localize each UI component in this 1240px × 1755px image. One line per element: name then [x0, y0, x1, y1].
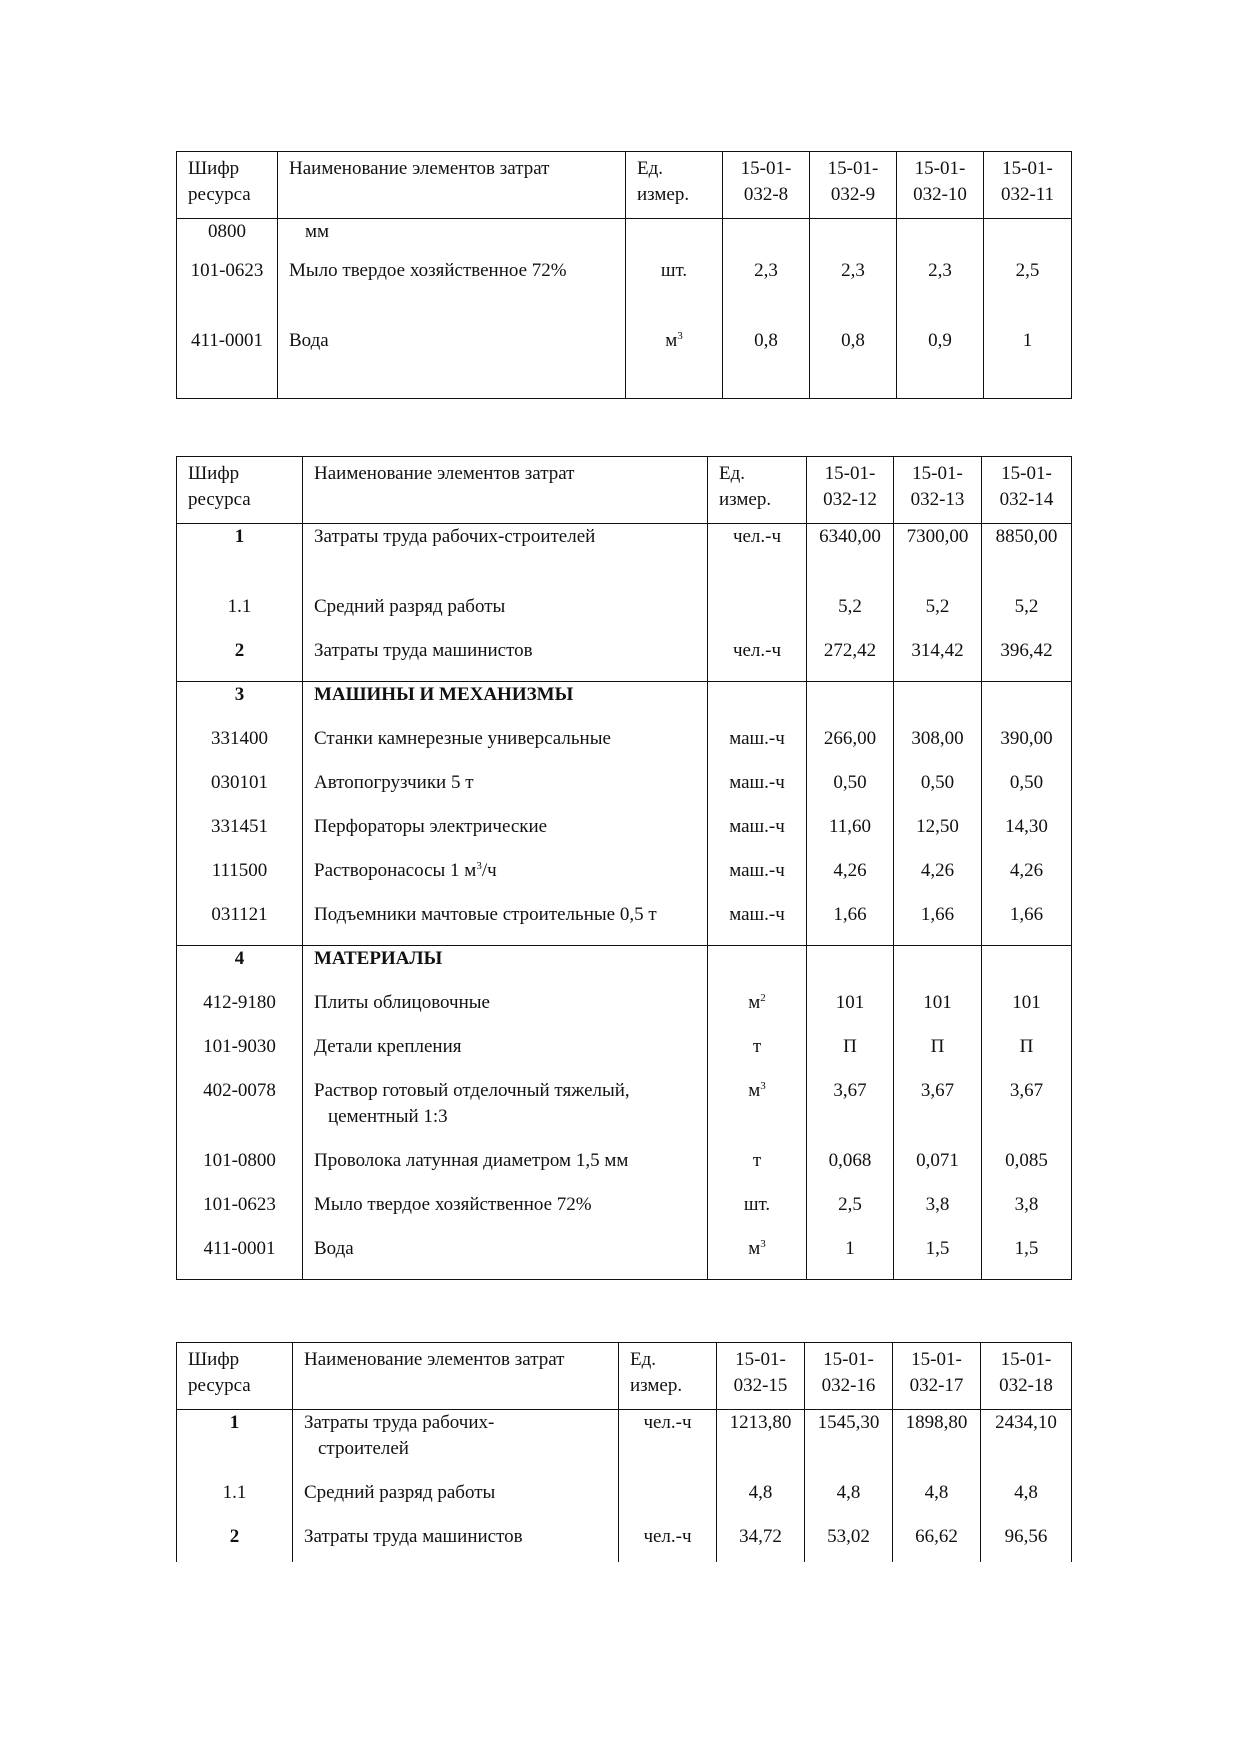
value-cell — [894, 682, 982, 726]
value-cell: 2,5 — [984, 258, 1072, 328]
value-cell: 0,50 — [982, 770, 1072, 814]
header-norm-code: 15-01-032-15 — [717, 1343, 805, 1410]
cost-element-name: Детали крепления — [303, 1034, 708, 1078]
value-cell: 34,72 — [717, 1524, 805, 1562]
table-header-row — [177, 457, 1072, 524]
resource-code: 412-9180 — [177, 990, 303, 1034]
resource-code: 411-0001 — [177, 1236, 303, 1280]
table-header-row — [177, 152, 1072, 219]
resource-code: 101-0623 — [177, 258, 278, 328]
value-cell: 11,60 — [807, 814, 894, 858]
table-row — [177, 328, 1072, 399]
table-row — [177, 770, 1072, 814]
cost-element-name: Мыло твердое хозяйственное 72% — [278, 258, 626, 328]
table-row — [177, 990, 1072, 1034]
value-cell: 2,3 — [897, 258, 984, 328]
resource-code: 1 — [177, 1410, 293, 1480]
cost-element-name: Средний разряд работы — [293, 1480, 619, 1524]
header-resource-code: Шифр ресурса — [177, 152, 278, 219]
resource-table-1 — [176, 151, 1072, 399]
unit — [708, 594, 807, 638]
value-cell: 1,5 — [894, 1236, 982, 1280]
table-row — [177, 858, 1072, 902]
resource-code: 3 — [177, 682, 303, 726]
unit: т — [708, 1148, 807, 1192]
resource-code: 402-0078 — [177, 1078, 303, 1148]
value-cell: 0,50 — [807, 770, 894, 814]
resource-code: 101-0800 — [177, 1148, 303, 1192]
value-cell — [982, 946, 1072, 990]
value-cell: 0,085 — [982, 1148, 1072, 1192]
value-cell: 101 — [894, 990, 982, 1034]
header-norm-code: 15-01-032-12 — [807, 457, 894, 524]
resource-code: 411-0001 — [177, 328, 278, 399]
value-cell: 5,2 — [982, 594, 1072, 638]
header-norm-code: 15-01-032-8 — [723, 152, 810, 219]
table-row — [177, 524, 1072, 594]
unit: шт. — [626, 258, 723, 328]
unit — [626, 219, 723, 258]
unit: маш.-ч — [708, 902, 807, 946]
value-cell: 7300,00 — [894, 524, 982, 594]
resource-code: 0800 — [177, 219, 278, 258]
resource-code: 031121 — [177, 902, 303, 946]
unit-text: м — [748, 1237, 761, 1259]
cost-element-name — [278, 219, 626, 258]
cost-element-text: Растворонасосы 1 м — [314, 859, 477, 881]
unit: шт. — [708, 1192, 807, 1236]
unit: т — [708, 1034, 807, 1078]
header-norm-code: 15-01-032-9 — [810, 152, 897, 219]
value-cell: 266,00 — [807, 726, 894, 770]
cost-element-text: Раствор готовый отделочный тяжелый, цементный 1:3 — [314, 1079, 630, 1127]
value-cell: 4,8 — [981, 1480, 1072, 1524]
header-cost-element-name: Наименование элементов затрат — [278, 152, 626, 219]
table-row — [177, 1410, 1072, 1480]
resource-code: 2 — [177, 1524, 293, 1562]
value-cell: 4,26 — [894, 858, 982, 902]
header-norm-code: 15-01-032-17 — [893, 1343, 981, 1410]
table-row — [177, 1078, 1072, 1148]
header-unit: Ед. измер. — [708, 457, 807, 524]
unit-exponent: 3 — [760, 1237, 766, 1250]
unit — [708, 990, 807, 1034]
table-row — [177, 1480, 1072, 1524]
resource-code: 030101 — [177, 770, 303, 814]
value-cell: 396,42 — [982, 638, 1072, 682]
value-cell: 314,42 — [894, 638, 982, 682]
value-cell: 5,2 — [894, 594, 982, 638]
value-cell: 101 — [982, 990, 1072, 1034]
table-row — [177, 219, 1072, 258]
value-cell: 0,8 — [810, 328, 897, 399]
cost-element-name: Плиты облицовочные — [303, 990, 708, 1034]
cost-element-name: Перфораторы электрические — [303, 814, 708, 858]
table-row — [177, 726, 1072, 770]
value-cell: 0,9 — [897, 328, 984, 399]
value-cell: 1 — [984, 328, 1072, 399]
value-cell: 2,3 — [723, 258, 810, 328]
resource-code: 101-9030 — [177, 1034, 303, 1078]
table-row — [177, 946, 1072, 990]
value-cell: 3,67 — [982, 1078, 1072, 1148]
header-norm-code: 15-01-032-13 — [894, 457, 982, 524]
value-cell: 272,42 — [807, 638, 894, 682]
resource-code: 101-0623 — [177, 1192, 303, 1236]
value-cell: 0,8 — [723, 328, 810, 399]
resource-code: 2 — [177, 638, 303, 682]
value-cell: 3,67 — [894, 1078, 982, 1148]
cost-element-text: мм — [305, 221, 330, 242]
value-cell — [807, 946, 894, 990]
cost-element-name: Затраты труда машинистов — [303, 638, 708, 682]
cost-element-name: Вода — [303, 1236, 708, 1280]
header-unit: Ед. измер. — [619, 1343, 717, 1410]
header-norm-code: 15-01-032-16 — [805, 1343, 893, 1410]
table-row — [177, 1236, 1072, 1280]
section-title: МАТЕРИАЛЫ — [303, 946, 708, 990]
resource-table-2 — [176, 456, 1072, 1280]
cost-element-text: Затраты труда рабочих-строителей — [304, 1412, 495, 1459]
resource-code: 331400 — [177, 726, 303, 770]
value-cell — [982, 682, 1072, 726]
table-row — [177, 1148, 1072, 1192]
resource-code: 111500 — [177, 858, 303, 902]
unit — [708, 1236, 807, 1280]
value-cell: 1,66 — [894, 902, 982, 946]
cost-element-name: Затраты труда машинистов — [293, 1524, 619, 1562]
unit — [708, 682, 807, 726]
value-cell — [807, 682, 894, 726]
value-cell: 0,071 — [894, 1148, 982, 1192]
resource-code: 331451 — [177, 814, 303, 858]
unit-exponent: 3 — [476, 859, 482, 872]
cost-element-name: Станки камнерезные универсальные — [303, 726, 708, 770]
unit: маш.-ч — [708, 770, 807, 814]
table-row — [177, 638, 1072, 682]
value-cell: 1,5 — [982, 1236, 1072, 1280]
unit-exponent: 3 — [760, 1079, 766, 1092]
header-norm-code: 15-01-032-11 — [984, 152, 1072, 219]
value-cell: 1898,80 — [893, 1410, 981, 1480]
resource-table-3 — [176, 1342, 1072, 1562]
value-cell: 2,3 — [810, 258, 897, 328]
table-row — [177, 258, 1072, 328]
value-cell — [897, 219, 984, 258]
section-title: МАШИНЫ И МЕХАНИЗМЫ — [303, 682, 708, 726]
table-row — [177, 1034, 1072, 1078]
value-cell: 6340,00 — [807, 524, 894, 594]
value-cell: 4,26 — [807, 858, 894, 902]
cost-element-name: Средний разряд работы — [303, 594, 708, 638]
unit-text: м — [748, 1079, 761, 1101]
value-cell: 101 — [807, 990, 894, 1034]
unit — [708, 1078, 807, 1148]
cost-element-name — [293, 1410, 619, 1480]
value-cell: 4,8 — [805, 1480, 893, 1524]
unit: чел.-ч — [708, 638, 807, 682]
cost-element-text: /ч — [481, 859, 497, 881]
table-row — [177, 682, 1072, 726]
cost-element-name — [303, 858, 708, 902]
unit: маш.-ч — [708, 814, 807, 858]
unit: чел.-ч — [619, 1524, 717, 1562]
resource-code: 4 — [177, 946, 303, 990]
value-cell: П — [894, 1034, 982, 1078]
header-cost-element-name: Наименование элементов затрат — [293, 1343, 619, 1410]
value-cell: 2,5 — [807, 1192, 894, 1236]
value-cell: 3,8 — [894, 1192, 982, 1236]
header-norm-code: 15-01-032-14 — [982, 457, 1072, 524]
unit-text: м — [748, 991, 761, 1013]
unit — [619, 1480, 717, 1524]
unit: маш.-ч — [708, 858, 807, 902]
table-row — [177, 1524, 1072, 1562]
value-cell: 8850,00 — [982, 524, 1072, 594]
value-cell: 96,56 — [981, 1524, 1072, 1562]
table-row — [177, 902, 1072, 946]
header-unit: Ед. измер. — [626, 152, 723, 219]
value-cell: 1545,30 — [805, 1410, 893, 1480]
unit: чел.-ч — [708, 524, 807, 594]
value-cell — [810, 219, 897, 258]
header-resource-code: Шифр ресурса — [177, 1343, 293, 1410]
value-cell: 5,2 — [807, 594, 894, 638]
value-cell: 14,30 — [982, 814, 1072, 858]
header-norm-code: 15-01-032-10 — [897, 152, 984, 219]
value-cell: 1 — [807, 1236, 894, 1280]
value-cell: 0,068 — [807, 1148, 894, 1192]
unit — [626, 328, 723, 399]
table-row — [177, 594, 1072, 638]
value-cell — [723, 219, 810, 258]
value-cell: 1213,80 — [717, 1410, 805, 1480]
header-norm-code: 15-01-032-18 — [981, 1343, 1072, 1410]
value-cell: П — [982, 1034, 1072, 1078]
unit-text: м — [665, 329, 678, 351]
value-cell: 12,50 — [894, 814, 982, 858]
cost-element-name: Вода — [278, 328, 626, 399]
value-cell: 4,26 — [982, 858, 1072, 902]
cost-element-name: Подъемники мачтовые строительные 0,5 т — [303, 902, 708, 946]
resource-code: 1 — [177, 524, 303, 594]
value-cell: 66,62 — [893, 1524, 981, 1562]
value-cell: 390,00 — [982, 726, 1072, 770]
value-cell — [894, 946, 982, 990]
table-row — [177, 1192, 1072, 1236]
value-cell — [984, 219, 1072, 258]
table-header-row — [177, 1343, 1072, 1410]
value-cell: 3,8 — [982, 1192, 1072, 1236]
cost-element-name: Затраты труда рабочих-строителей — [303, 524, 708, 594]
header-cost-element-name: Наименование элементов затрат — [303, 457, 708, 524]
header-resource-code: Шифр ресурса — [177, 457, 303, 524]
unit: чел.-ч — [619, 1410, 717, 1480]
unit — [708, 946, 807, 990]
unit-exponent: 3 — [677, 329, 683, 342]
value-cell: П — [807, 1034, 894, 1078]
resource-code: 1.1 — [177, 1480, 293, 1524]
resource-code: 1.1 — [177, 594, 303, 638]
value-cell: 4,8 — [717, 1480, 805, 1524]
value-cell: 53,02 — [805, 1524, 893, 1562]
cost-element-name: Мыло твердое хозяйственное 72% — [303, 1192, 708, 1236]
value-cell: 0,50 — [894, 770, 982, 814]
cost-element-name — [303, 1078, 708, 1148]
cost-element-name: Проволока латунная диаметром 1,5 мм — [303, 1148, 708, 1192]
cost-element-name: Автопогрузчики 5 т — [303, 770, 708, 814]
unit-exponent: 2 — [760, 991, 766, 1004]
value-cell: 4,8 — [893, 1480, 981, 1524]
value-cell: 1,66 — [807, 902, 894, 946]
value-cell: 308,00 — [894, 726, 982, 770]
unit: маш.-ч — [708, 726, 807, 770]
value-cell: 2434,10 — [981, 1410, 1072, 1480]
table-row — [177, 814, 1072, 858]
value-cell: 1,66 — [982, 902, 1072, 946]
value-cell: 3,67 — [807, 1078, 894, 1148]
